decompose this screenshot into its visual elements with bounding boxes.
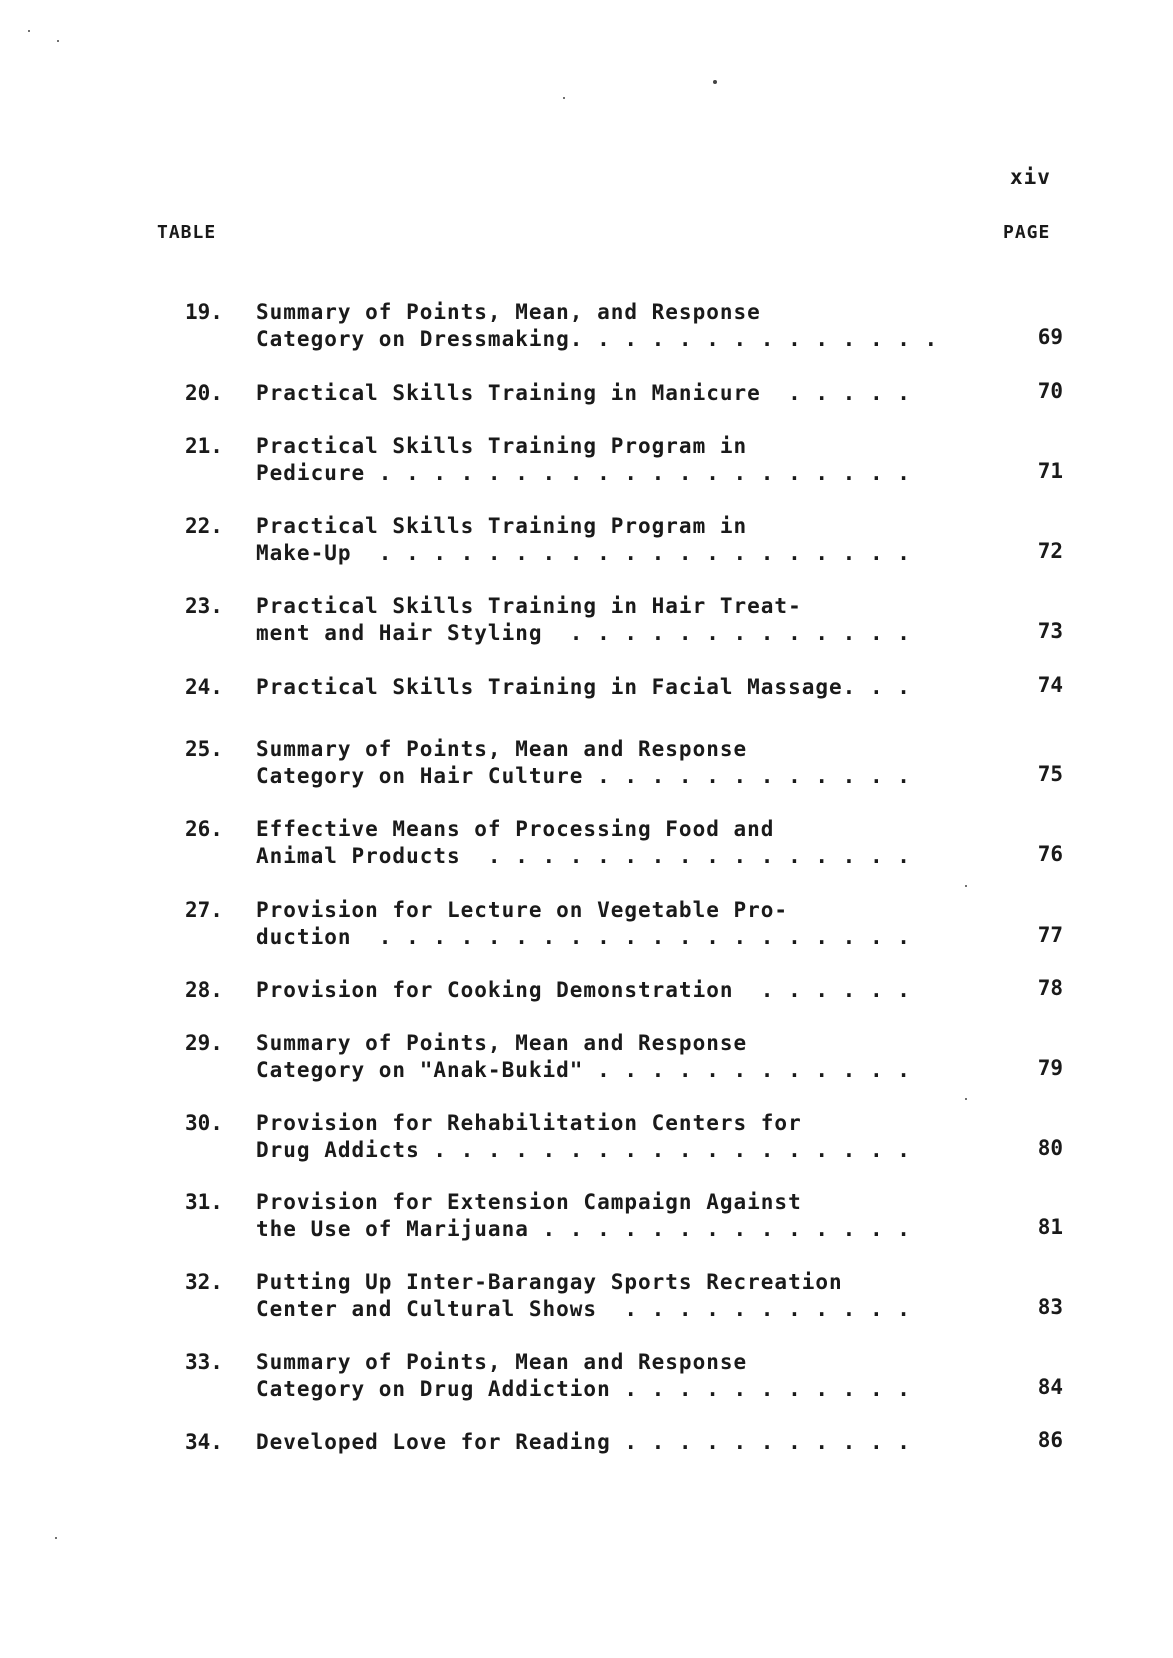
- table-number: 29.: [185, 1031, 223, 1055]
- table-number: 23.: [185, 594, 223, 618]
- table-title-line: Putting Up Inter-Barangay Sports Recreation: [256, 1270, 843, 1294]
- table-page-number: 84: [1037, 1375, 1063, 1399]
- table-page-number: 75: [1037, 762, 1063, 786]
- table-page-number: 70: [1037, 379, 1063, 403]
- table-page-number: 71: [1037, 459, 1063, 483]
- table-number: 22.: [185, 514, 223, 538]
- table-title-line: Practical Skills Training in Hair Treat-: [256, 594, 802, 618]
- table-title-line: Make-Up . . . . . . . . . . . . . . . . . . . .: [256, 541, 911, 565]
- table-title-line: Summary of Points, Mean, and Response: [256, 300, 761, 324]
- table-title-line: Provision for Lecture on Vegetable Pro-: [256, 898, 789, 922]
- table-page-number: 76: [1037, 842, 1063, 866]
- table-title-line: Category on Hair Culture . . . . . . . . . . . .: [256, 764, 911, 788]
- table-title-line: Practical Skills Training Program in: [256, 434, 748, 458]
- table-title-line: Provision for Extension Campaign Against: [256, 1190, 802, 1214]
- table-title-line: Pedicure . . . . . . . . . . . . . . . . . . . .: [256, 461, 911, 485]
- table-title-line: Practical Skills Training Program in: [256, 514, 748, 538]
- table-number: 33.: [185, 1350, 223, 1374]
- table-number: 24.: [185, 675, 223, 699]
- table-title-line: Summary of Points, Mean and Response: [256, 1350, 748, 1374]
- table-page-number: 77: [1037, 923, 1063, 947]
- table-number: 31.: [185, 1190, 223, 1214]
- table-number: 25.: [185, 737, 223, 761]
- table-page-number: 78: [1037, 976, 1063, 1000]
- table-title-line: Provision for Rehabilitation Centers for: [256, 1111, 802, 1135]
- table-number: 19.: [185, 300, 223, 324]
- table-page-number: 74: [1037, 673, 1063, 697]
- table-title-line: the Use of Marijuana . . . . . . . . . . . . . .: [256, 1217, 911, 1241]
- table-title-line: duction . . . . . . . . . . . . . . . . . . . .: [256, 925, 911, 949]
- table-page-number: 79: [1037, 1056, 1063, 1080]
- table-page-number: 72: [1037, 539, 1063, 563]
- table-number: 32.: [185, 1270, 223, 1294]
- table-title-line: Provision for Cooking Demonstration . . . . . .: [256, 978, 911, 1002]
- scan-speck: [563, 97, 565, 99]
- table-title-line: Effective Means of Processing Food and: [256, 817, 775, 841]
- table-title-line: Category on "Anak-Bukid" . . . . . . . . . . . .: [256, 1058, 911, 1082]
- table-column-header: TABLE: [157, 222, 217, 243]
- page-number: xiv: [1010, 165, 1051, 189]
- scan-speck: [965, 1098, 967, 1100]
- table-page-number: 73: [1037, 619, 1063, 643]
- table-title-line: Practical Skills Training in Facial Massage. . .: [256, 675, 911, 699]
- table-number: 30.: [185, 1111, 223, 1135]
- table-number: 20.: [185, 381, 223, 405]
- table-number: 27.: [185, 898, 223, 922]
- table-number: 26.: [185, 817, 223, 841]
- table-title-line: Drug Addicts . . . . . . . . . . . . . . . . . .: [256, 1138, 911, 1162]
- page-column-header: PAGE: [1003, 222, 1051, 243]
- table-title-line: Center and Cultural Shows . . . . . . . . . . .: [256, 1297, 911, 1321]
- table-title-line: ment and Hair Styling . . . . . . . . . . . . .: [256, 621, 911, 645]
- scan-speck: [965, 885, 967, 887]
- table-number: 28.: [185, 978, 223, 1002]
- table-page-number: 83: [1037, 1295, 1063, 1319]
- table-number: 21.: [185, 434, 223, 458]
- table-page-number: 86: [1037, 1428, 1063, 1452]
- table-title-line: Summary of Points, Mean and Response: [256, 1031, 748, 1055]
- scan-speck: [55, 1537, 57, 1539]
- table-title-line: Summary of Points, Mean and Response: [256, 737, 748, 761]
- table-title-line: Developed Love for Reading . . . . . . . . . . .: [256, 1430, 911, 1454]
- table-number: 34.: [185, 1430, 223, 1454]
- table-title-line: Category on Dressmaking. . . . . . . . . . . . . .: [256, 327, 939, 351]
- scan-speck: [57, 40, 59, 42]
- table-title-line: Practical Skills Training in Manicure . . . . .: [256, 381, 911, 405]
- table-page-number: 80: [1037, 1136, 1063, 1160]
- table-title-line: Animal Products . . . . . . . . . . . . . . . .: [256, 844, 911, 868]
- scan-speck: [713, 80, 717, 84]
- table-title-line: Category on Drug Addiction . . . . . . . . . . .: [256, 1377, 911, 1401]
- table-page-number: 69: [1037, 325, 1063, 349]
- scan-speck: [28, 30, 30, 32]
- table-page-number: 81: [1037, 1215, 1063, 1239]
